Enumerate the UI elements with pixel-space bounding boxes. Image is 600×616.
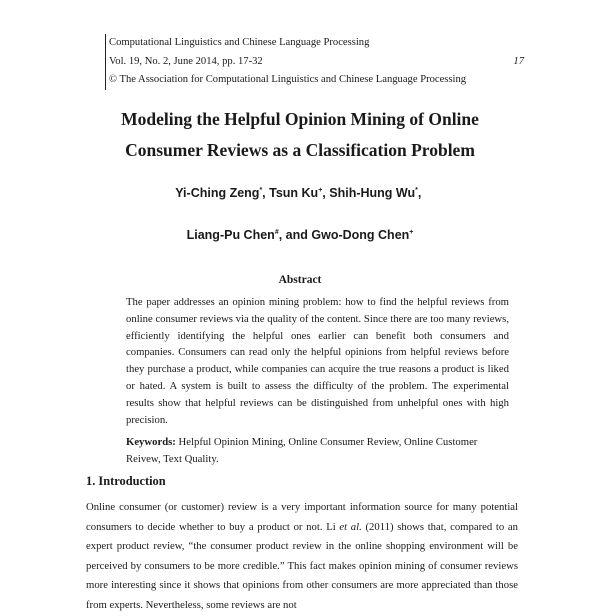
separator: ,: [262, 186, 270, 200]
journal-name: Computational Linguistics and Chinese Language Processing: [109, 37, 370, 48]
journal-name-line: [109, 34, 524, 53]
affiliation-mark: +: [318, 186, 323, 194]
title-line-1: Modeling the Helpful Opinion Mining of Online: [121, 109, 479, 129]
separator: ,: [417, 186, 425, 200]
author-name: Gwo-Dong Chen: [311, 228, 410, 242]
page-number: 17: [513, 55, 524, 67]
paper-title: [0, 104, 600, 166]
author-line-1: [0, 186, 600, 200]
keywords: [126, 434, 509, 468]
abstract-text: The paper addresses an opinion mining problem: how to find the helpful reviews from online consumer reviews via the quality of the content. Since there are too many reviews, efficiently identifying the helpful ones earlier can benefit both consumers and companies. Consumers can read only the helpful opinions from helpful reviews before they purchase a product, while companies can acquire the true reasons a product is liked or hated. A system is built to assess the difficulty of the problem. The experimental results show that helpful reviews can be distinguished from unhelpful ones with high precision.: [126, 296, 509, 426]
affiliation-mark: +: [409, 228, 414, 236]
intro-text-part2: (2011) shows that, compared to an expert product review, “the consumer product review in the online shopping environment will be perceived by consumers to be more credible.” This fact makes opinion mining of consumer reviews more interesting since it shows that opinions from other consumers are more appreciated than those from experts. Nevertheless, some reviews are not: [86, 520, 518, 611]
intro-text-part1: Online consumer (or customer) review is a very important information source for many potential consumers to decide whether to buy a product or not. Li: [86, 501, 518, 533]
affiliation-mark: *: [259, 186, 263, 194]
keywords-text: Helpful Opinion Mining, Online Consumer Review, Online Customer Reivew, Text Quality.: [126, 436, 478, 465]
introduction-paragraph: [86, 498, 518, 616]
intro-etal: et al.: [339, 520, 362, 533]
copyright-line: [109, 71, 524, 90]
keywords-label: Keywords:: [126, 436, 176, 448]
affiliation-mark: #: [274, 228, 279, 236]
journal-header: [105, 34, 524, 90]
abstract-heading: Abstract: [278, 274, 322, 286]
author-name: Liang-Pu Chen: [186, 228, 275, 242]
title-line-2: Consumer Reviews as a Classification Problem: [125, 140, 475, 160]
separator: ,: [322, 186, 330, 200]
author-name: Yi-Ching Zeng: [175, 186, 260, 200]
volume-line: [109, 53, 524, 72]
author-name: Tsun Ku: [269, 186, 319, 200]
copyright-notice: © The Association for Computational Linguistics and Chinese Language Processing: [109, 74, 467, 85]
author-name: Shih-Hung Wu: [329, 186, 416, 200]
affiliation-mark: *: [415, 186, 418, 194]
separator: , and: [278, 228, 312, 242]
volume-info: Vol. 19, No. 2, June 2014, pp. 17-32: [109, 55, 263, 67]
section-heading-introduction: 1. Introduction: [86, 474, 166, 488]
author-line-2: [0, 228, 600, 242]
